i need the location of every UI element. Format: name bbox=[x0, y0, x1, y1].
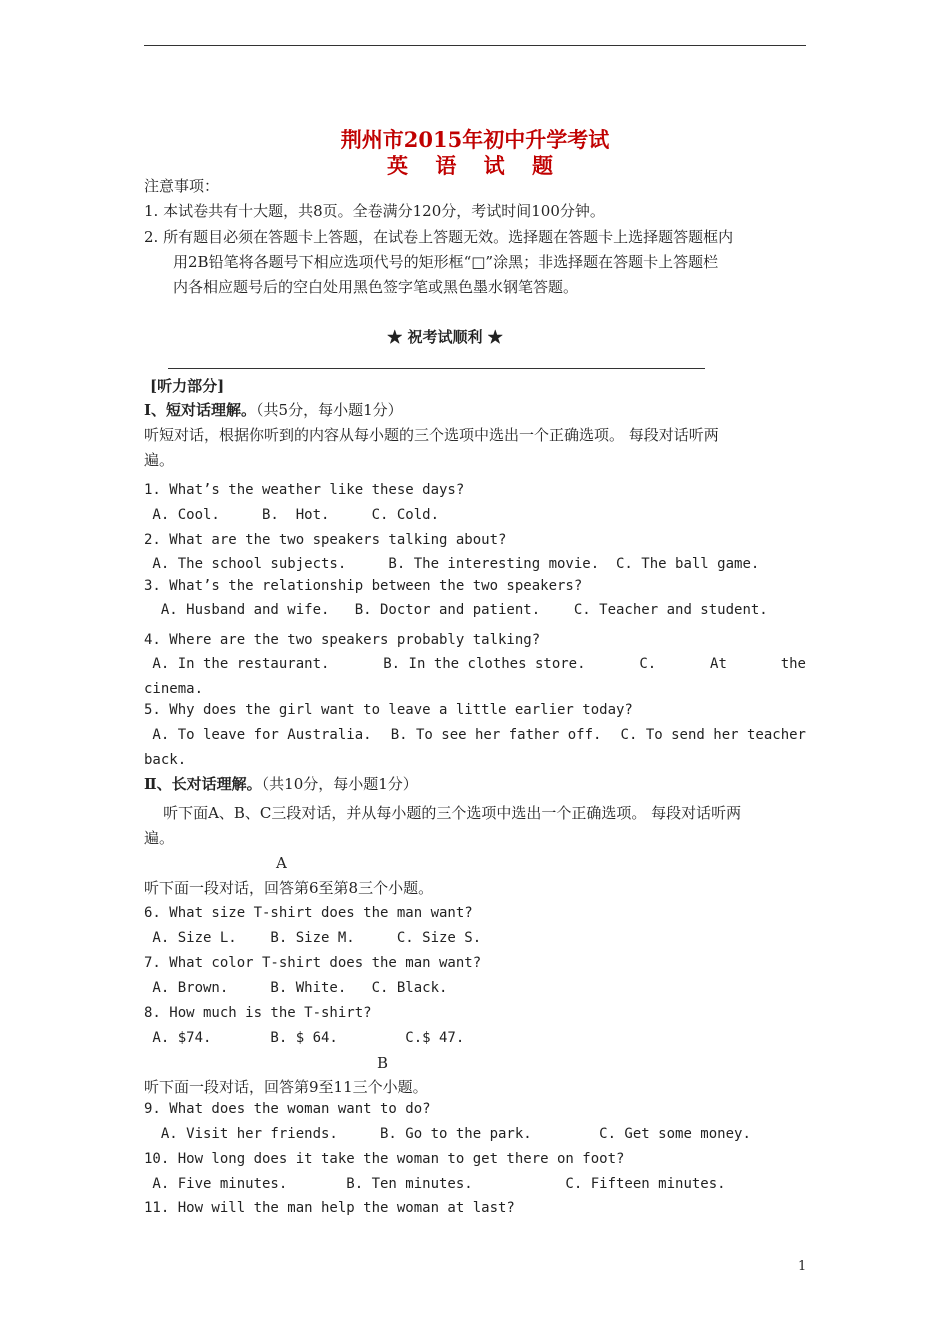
question-6-options: A. Size L. B. Size M. C. Size S. bbox=[144, 930, 482, 946]
note-item-2-line2: 用2B铅笔将各题号下相应选项代号的矩形框“□”涂黑；非选择题在答题卡上答题栏 bbox=[173, 253, 719, 271]
exam-title: 荆州市2015年初中升学考试 bbox=[340, 127, 610, 152]
question-4-option-c-word2: the bbox=[780, 656, 806, 672]
question-8-options: A. $74. B. $ 64. C.$ 47. bbox=[144, 1030, 465, 1046]
section-2-instructions-wrap: 遍。 bbox=[144, 829, 175, 847]
good-luck-banner: ★ 祝考试顺利 ★ bbox=[387, 328, 503, 346]
question-9: 9. What does the woman want to do? bbox=[144, 1101, 431, 1117]
section-2-title: Ⅱ、长对话理解。 bbox=[144, 775, 262, 793]
header-rule bbox=[144, 45, 806, 46]
note-item-1: 1. 本试卷共有十大题，共8页。全卷满分120分，考试时间100分钟。 bbox=[144, 202, 605, 220]
dialogue-a-label: A bbox=[276, 854, 287, 872]
dialogue-a-instruction: 听下面一段对话，回答第6至第8三个小题。 bbox=[144, 879, 434, 897]
section-1-instructions-wrap: 遍。 bbox=[144, 451, 175, 469]
question-4-option-c-label: C. bbox=[639, 656, 657, 672]
dialogue-b-instruction: 听下面一段对话，回答第9至11三个小题。 bbox=[144, 1078, 428, 1096]
question-5-option-a: A. To leave for Australia. bbox=[144, 727, 372, 743]
question-6: 6. What size T-shirt does the man want? bbox=[144, 905, 473, 921]
question-5: 5. Why does the girl want to leave a little earlier today? bbox=[144, 702, 633, 718]
dialogue-b-label: B bbox=[377, 1054, 389, 1072]
section-1-instructions: 听短对话，根据你听到的内容从每小题的三个选项中选出一个正确选项。 每段对话听两 bbox=[144, 426, 719, 444]
question-4-options-wrap: cinema. bbox=[144, 681, 204, 697]
page-number: 1 bbox=[798, 1259, 807, 1274]
question-5-options-wrap: back. bbox=[144, 752, 187, 768]
question-3-options: A. Husband and wife. B. Doctor and patient. C. Teacher and student. bbox=[144, 602, 768, 618]
question-7-options: A. Brown. B. White. C. Black. bbox=[144, 980, 448, 996]
question-9-options: A. Visit her friends. B. Go to the park. C. Get some money. bbox=[144, 1126, 751, 1142]
section-2-instructions: 听下面A、B、C三段对话，并从每小题的三个选项中选出一个正确选项。 每段对话听两 bbox=[144, 804, 742, 822]
question-10-options: A. Five minutes. B. Ten minutes. C. Fifteen minutes. bbox=[144, 1176, 726, 1192]
question-11: 11. How will the man help the woman at last? bbox=[144, 1200, 515, 1216]
notes-heading: 注意事项： bbox=[144, 177, 220, 195]
question-4-option-b: B. In the clothes store. bbox=[383, 656, 586, 672]
question-10: 10. How long does it take the woman to get there on foot? bbox=[144, 1151, 625, 1167]
note-item-2-line3: 内各相应题号后的空白处用黑色签字笔或黑色墨水钢笔答题。 bbox=[173, 278, 579, 296]
question-5-options bbox=[144, 725, 806, 745]
question-1-options: A. Cool. B. Hot. C. Cold. bbox=[144, 507, 440, 523]
section-1-title: Ⅰ、短对话理解。 bbox=[144, 401, 257, 419]
question-3: 3. What’s the relationship between the two speakers? bbox=[144, 578, 583, 594]
section-1-heading bbox=[144, 400, 403, 420]
question-4-options bbox=[144, 654, 806, 674]
exam-subtitle: 英 语 试 题 bbox=[387, 153, 563, 178]
section-2-score: （共10分，每小题1分） bbox=[261, 775, 418, 793]
listening-part-heading: [听力部分] bbox=[150, 377, 225, 395]
question-7: 7. What color T-shirt does the man want? bbox=[144, 955, 482, 971]
question-4-option-a: A. In the restaurant. bbox=[144, 656, 330, 672]
question-4: 4. Where are the two speakers probably talking? bbox=[144, 632, 541, 648]
question-2: 2. What are the two speakers talking about? bbox=[144, 532, 507, 548]
section-divider bbox=[168, 368, 705, 369]
question-4-option-c-word1: At bbox=[710, 656, 727, 672]
section-1-score: （共5分，每小题1分） bbox=[256, 401, 403, 419]
section-2-heading bbox=[144, 774, 418, 794]
note-item-2: 2. 所有题目必须在答题卡上答题，在试卷上答题无效。选择题在答题卡上选择题答题框内 bbox=[144, 228, 734, 246]
question-2-options: A. The school subjects. B. The interesting movie. C. The ball game. bbox=[144, 556, 760, 572]
question-5-option-c: C. To send her teacher bbox=[620, 727, 806, 743]
question-1: 1. What’s the weather like these days? bbox=[144, 482, 465, 498]
question-5-option-b: B. To see her father off. bbox=[390, 727, 602, 743]
question-8: 8. How much is the T-shirt? bbox=[144, 1005, 372, 1021]
